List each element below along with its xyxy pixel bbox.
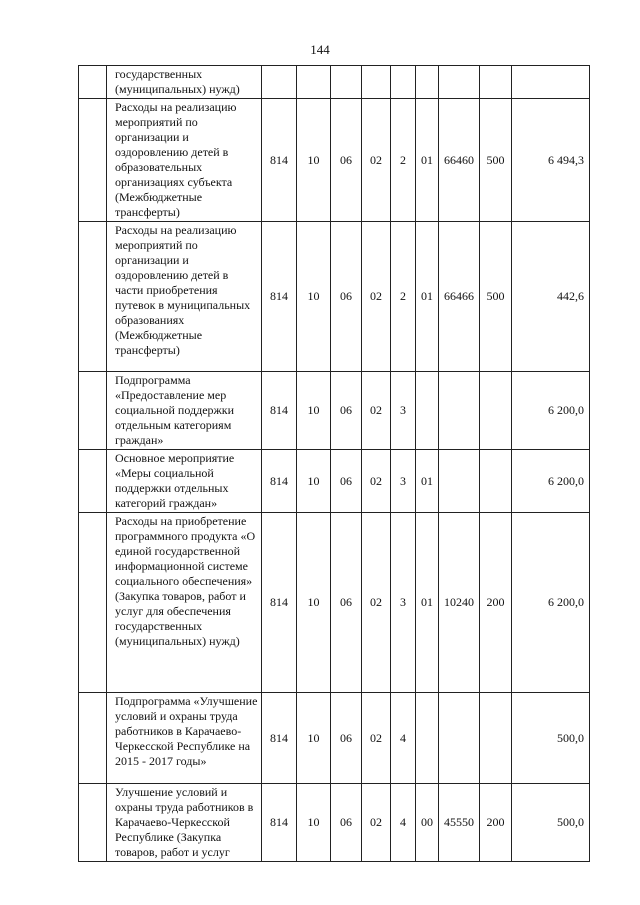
- vr-cell: [480, 450, 512, 513]
- grbs-cell: 814: [262, 222, 297, 372]
- target-code-3: [416, 372, 439, 450]
- target-code-3: 01: [416, 99, 439, 222]
- row-description: Основное мероприятие «Меры социальной поддержки отдельных категорий граждан»: [107, 450, 262, 513]
- grbs-cell: 814: [262, 784, 297, 862]
- target-code-2: 2: [391, 99, 416, 222]
- blank-cell: [79, 372, 107, 450]
- rz-cell: [297, 66, 331, 99]
- target-code-4: [439, 66, 480, 99]
- target-code-4: 45550: [439, 784, 480, 862]
- row-description: Подпрограмма «Предоставление мер социальной поддержки отдельным категориям граждан»: [107, 372, 262, 450]
- blank-cell: [79, 222, 107, 372]
- pr-cell: 06: [331, 222, 362, 372]
- pr-cell: 06: [331, 99, 362, 222]
- page-number: 144: [310, 42, 330, 57]
- target-code-4: 10240: [439, 513, 480, 693]
- blank-cell: [79, 450, 107, 513]
- pr-cell: [331, 66, 362, 99]
- target-code-1: [362, 66, 391, 99]
- row-description: Подпрограмма «Улучшение условий и охраны труда работников в Карачаево-Черкесской Республике на 2015 - 2017 годы»: [107, 693, 262, 784]
- target-code-4: [439, 450, 480, 513]
- table-row: [79, 513, 590, 693]
- target-code-3: 00: [416, 784, 439, 862]
- target-code-1: 02: [362, 513, 391, 693]
- budget-table: [78, 65, 590, 862]
- pr-cell: 06: [331, 693, 362, 784]
- target-code-2: 2: [391, 222, 416, 372]
- grbs-cell: 814: [262, 693, 297, 784]
- amount-cell: [512, 66, 590, 99]
- blank-cell: [79, 513, 107, 693]
- target-code-1: 02: [362, 222, 391, 372]
- rz-cell: 10: [297, 99, 331, 222]
- rz-cell: 10: [297, 222, 331, 372]
- target-code-3: 01: [416, 513, 439, 693]
- target-code-2: 3: [391, 372, 416, 450]
- target-code-3: [416, 66, 439, 99]
- vr-cell: 200: [480, 784, 512, 862]
- table-row: [79, 693, 590, 784]
- vr-cell: 500: [480, 222, 512, 372]
- vr-cell: [480, 372, 512, 450]
- grbs-cell: 814: [262, 513, 297, 693]
- target-code-1: 02: [362, 784, 391, 862]
- target-code-2: 4: [391, 693, 416, 784]
- row-description: Улучшение условий и охраны труда работников в Карачаево-Черкесской Республике (Закупка товаров, работ и услуг: [107, 784, 262, 862]
- amount-cell: 442,6: [512, 222, 590, 372]
- target-code-2: 4: [391, 784, 416, 862]
- grbs-cell: [262, 66, 297, 99]
- rz-cell: 10: [297, 450, 331, 513]
- grbs-cell: 814: [262, 372, 297, 450]
- target-code-4: [439, 693, 480, 784]
- rz-cell: 10: [297, 693, 331, 784]
- rz-cell: 10: [297, 513, 331, 693]
- row-description: государственных (муниципальных) нужд): [107, 66, 262, 99]
- table-row: [79, 222, 590, 372]
- row-description: Расходы на реализацию мероприятий по организации и оздоровлению детей в образовательных организациях субъекта (Межбюджетные трансферты): [107, 99, 262, 222]
- pr-cell: 06: [331, 513, 362, 693]
- target-code-1: 02: [362, 693, 391, 784]
- rz-cell: 10: [297, 784, 331, 862]
- blank-cell: [79, 784, 107, 862]
- target-code-4: 66460: [439, 99, 480, 222]
- target-code-2: 3: [391, 513, 416, 693]
- grbs-cell: 814: [262, 450, 297, 513]
- blank-cell: [79, 693, 107, 784]
- vr-cell: [480, 66, 512, 99]
- amount-cell: 500,0: [512, 693, 590, 784]
- amount-cell: 6 494,3: [512, 99, 590, 222]
- target-code-2: 3: [391, 450, 416, 513]
- row-description: Расходы на реализацию мероприятий по организации и оздоровлению детей в части приобретения путевок в муниципальных образованиях (Межбюджетные трансферты): [107, 222, 262, 372]
- amount-cell: 6 200,0: [512, 513, 590, 693]
- grbs-cell: 814: [262, 99, 297, 222]
- pr-cell: 06: [331, 372, 362, 450]
- target-code-1: 02: [362, 99, 391, 222]
- target-code-4: [439, 372, 480, 450]
- vr-cell: [480, 693, 512, 784]
- table-row: [79, 784, 590, 862]
- amount-cell: 6 200,0: [512, 372, 590, 450]
- vr-cell: 200: [480, 513, 512, 693]
- table-row: [79, 99, 590, 222]
- target-code-3: [416, 693, 439, 784]
- blank-cell: [79, 99, 107, 222]
- rz-cell: 10: [297, 372, 331, 450]
- target-code-3: 01: [416, 450, 439, 513]
- blank-cell: [79, 66, 107, 99]
- table-row: [79, 66, 590, 99]
- vr-cell: 500: [480, 99, 512, 222]
- target-code-2: [391, 66, 416, 99]
- pr-cell: 06: [331, 784, 362, 862]
- table-row: [79, 372, 590, 450]
- target-code-1: 02: [362, 372, 391, 450]
- row-description: Расходы на приобретение программного продукта «О единой государственной информационной системе социального обеспечения» (Закупка товаров, работ и услуг для обеспечения государственных (муниципальных) нужд): [107, 513, 262, 693]
- table-row: [79, 450, 590, 513]
- amount-cell: 6 200,0: [512, 450, 590, 513]
- target-code-1: 02: [362, 450, 391, 513]
- pr-cell: 06: [331, 450, 362, 513]
- target-code-3: 01: [416, 222, 439, 372]
- target-code-4: 66466: [439, 222, 480, 372]
- amount-cell: 500,0: [512, 784, 590, 862]
